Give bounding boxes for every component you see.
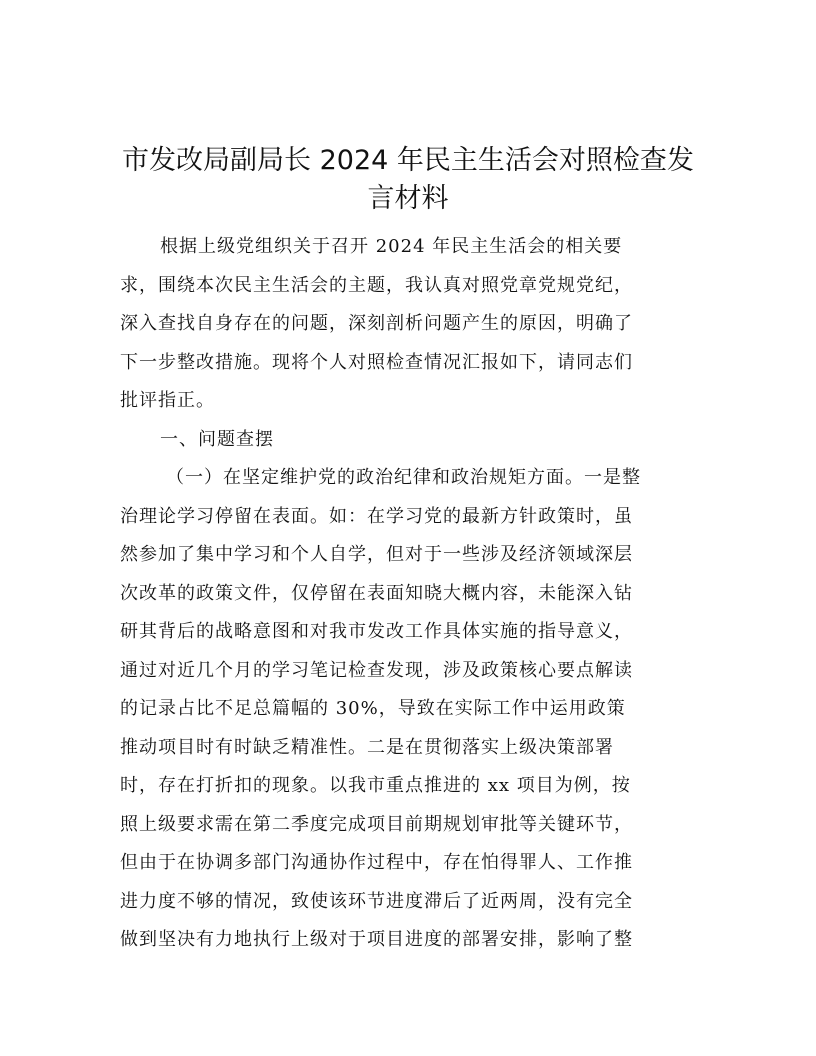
section-heading [120, 421, 696, 460]
intro-line: 求，围绕本次民主生活会的主题，我认真对照党章党规党纪， [120, 274, 633, 296]
intro-line: 根据上级党组织关于召开 2024 年民主生活会的相关要 [160, 236, 623, 257]
title-line-2: 言材料 [367, 183, 449, 214]
para-line: 的记录占比不足总篇幅的 30%，导致在实际工作中运用政策 [120, 698, 626, 719]
para-line: 推动项目时有时缺乏精准性。二是在贯彻落实上级决策部署 [120, 736, 614, 758]
intro-paragraph [120, 228, 696, 421]
intro-line: 批评指正。 [120, 390, 215, 411]
para-line: 研其背后的战略意图和对我市发改工作具体实施的指导意义， [120, 621, 633, 642]
para-line: （一）在坚定维护党的政治纪律和政治规矩方面。一是整 [166, 467, 641, 488]
para-line: 然参加了集中学习和个人自学，但对于一些涉及经济领域深层 [120, 544, 633, 565]
para-line: 治理论学习停留在表面。如：在学习党的最新方针政策时，虽 [120, 505, 633, 527]
intro-line: 深入查找自身存在的问题，深刻剖析问题产生的原因，明确了 [120, 313, 633, 334]
title-line-1: 市发改局副局长 2024 年民主生活会对照检查发 [122, 145, 694, 176]
intro-line: 下一步整改措施。现将个人对照检查情况汇报如下，请同志们 [120, 351, 633, 373]
para-line: 进力度不够的情况，致使该环节进度滞后了近两周，没有完全 [120, 890, 633, 912]
problem-paragraph-1 [120, 459, 696, 960]
para-line: 照上级要求需在第二季度完成项目前期规划审批等关键环节， [120, 813, 633, 835]
document-title [110, 142, 706, 218]
document-body [120, 228, 696, 960]
para-line: 次改革的政策文件，仅停留在表面知晓大概内容，未能深入钻 [120, 582, 633, 604]
section-heading-text: 一、问题查摆 [160, 428, 274, 450]
para-line: 但由于在协调多部门沟通协作过程中，存在怕得罪人、工作推 [120, 852, 633, 873]
para-line: 时，存在打折扣的现象。以我市重点推进的 xx 项目为例，按 [120, 775, 631, 796]
para-line: 做到坚决有力地执行上级对于项目进度的部署安排，影响了整 [120, 929, 633, 950]
para-line: 通过对近几个月的学习笔记检查发现，涉及政策核心要点解读 [120, 659, 633, 681]
